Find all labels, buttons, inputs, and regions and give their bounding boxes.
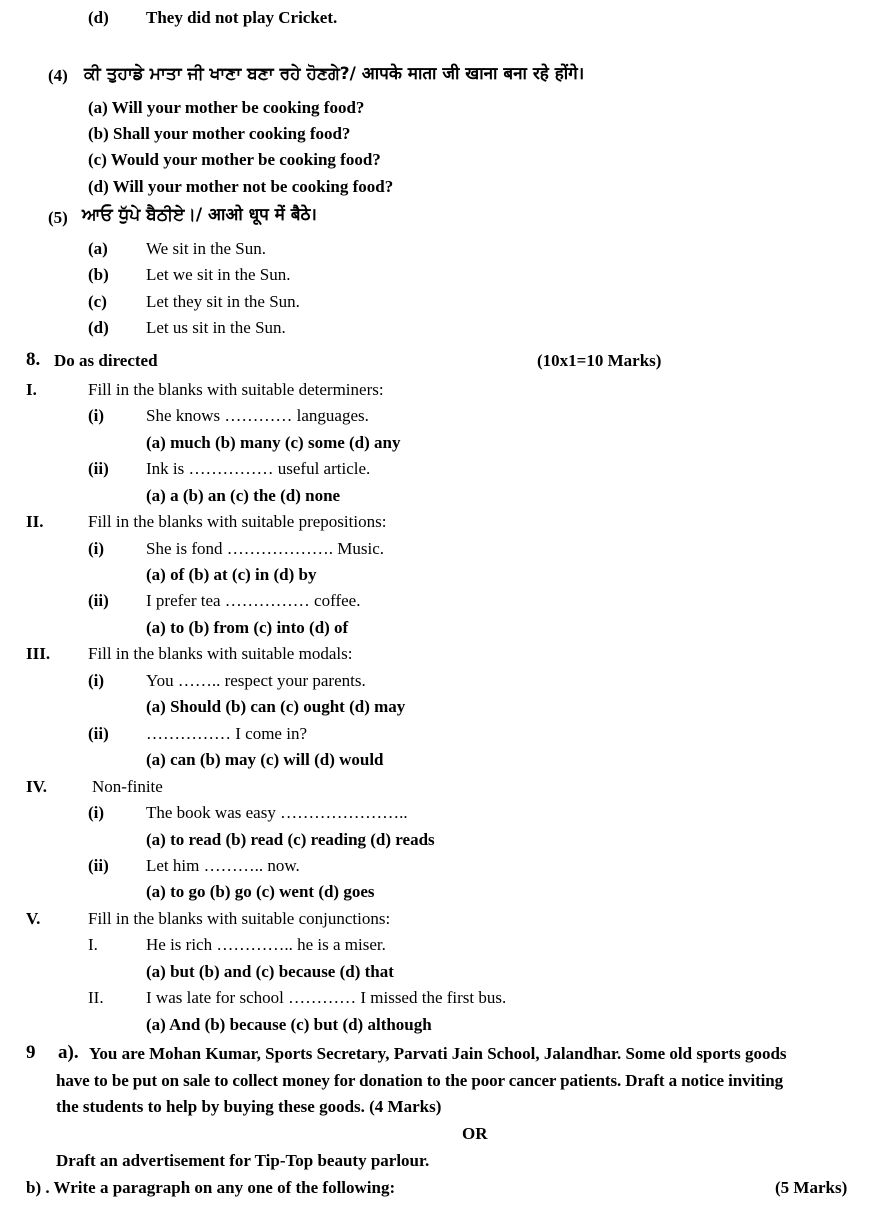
option-label: (c) [88, 292, 107, 311]
question-number: (5) [48, 208, 68, 227]
item-text: I was late for school ………… I missed the first bus. [146, 988, 507, 1007]
item-text: I prefer tea …………… coffee. [146, 591, 361, 610]
question-number: 8. [26, 349, 41, 370]
option-d: (d) Will your mother not be cooking food? [88, 177, 394, 196]
option-text: We sit in the Sun. [146, 239, 266, 258]
or-divider: OR [462, 1124, 488, 1143]
section-instruction: Non-finite [92, 777, 163, 796]
item-options: (a) to (b) from (c) into (d) of [146, 618, 349, 637]
question-text: ਕੀ ਤੁਹਾਡੇ ਮਾਤਾ ਜੀ ਖਾਣਾ ਬਣਾ ਰਹੇ ਹੋਣਗੇ?/ आपके माता जी खाना बना रहे होंगे। [84, 64, 585, 84]
item-label: (i) [88, 671, 105, 690]
item-label: II. [88, 988, 104, 1007]
question-number: (4) [48, 66, 68, 85]
section-instruction: Fill in the blanks with suitable modals: [88, 644, 353, 663]
section-numeral: II. [26, 512, 44, 531]
alternative-task: Draft an advertisement for Tip-Top beauty parlour. [56, 1151, 430, 1170]
item-label: (ii) [88, 856, 109, 875]
question-text: ਆਓ ਧੁੱਪੇ ਬੈਠੀਏ।/ आओ धूप में बैठे। [82, 205, 317, 225]
item-options: (a) to read (b) read (c) reading (d) reads [146, 830, 435, 849]
section-instruction: Fill in the blanks with suitable prepositions: [88, 512, 387, 531]
option-label: (b) [88, 265, 109, 284]
option-text: Let us sit in the Sun. [146, 318, 286, 337]
section-title: Do as directed [54, 351, 158, 370]
item-options: (a) to go (b) go (c) went (d) goes [146, 882, 375, 901]
item-text: The book was easy ………………….. [146, 803, 408, 822]
section-numeral: V. [26, 909, 41, 928]
option-text: Let we sit in the Sun. [146, 265, 291, 284]
option-c: (c) Would your mother be cooking food? [88, 150, 381, 169]
item-label: (i) [88, 406, 105, 425]
part-a-label: a). [58, 1042, 79, 1063]
item-label: (ii) [88, 459, 109, 478]
item-options: (a) but (b) and (c) because (d) that [146, 962, 394, 981]
part-a-line-3: the students to help by buying these goods. (4 Marks) [56, 1097, 442, 1116]
item-label: (i) [88, 803, 105, 822]
item-options: (a) Should (b) can (c) ought (d) may [146, 697, 406, 716]
option-b: (b) Shall your mother cooking food? [88, 124, 351, 143]
item-label: (i) [88, 539, 105, 558]
item-options: (a) And (b) because (c) but (d) although [146, 1015, 432, 1034]
item-options: (a) can (b) may (c) will (d) would [146, 750, 384, 769]
question-number: 9 [26, 1042, 36, 1063]
section-numeral: I. [26, 380, 37, 399]
option-text: Let they sit in the Sun. [146, 292, 300, 311]
item-text: She knows ………… languages. [146, 406, 369, 425]
item-text: You …….. respect your parents. [146, 671, 366, 690]
section-numeral: IV. [26, 777, 47, 796]
part-b-prompt: b) . Write a paragraph on any one of the following: [26, 1178, 396, 1197]
option-text: They did not play Cricket. [146, 8, 338, 27]
item-text: She is fond ………………. Music. [146, 539, 384, 558]
marks-label: (5 Marks) [775, 1178, 848, 1197]
marks-label: (10x1=10 Marks) [537, 351, 662, 370]
section-instruction: Fill in the blanks with suitable determiners: [88, 380, 384, 399]
item-text: Let him ……….. now. [146, 856, 300, 875]
option-label: (d) [88, 318, 109, 337]
item-options: (a) of (b) at (c) in (d) by [146, 565, 317, 584]
option-label: (d) [88, 8, 109, 27]
section-instruction: Fill in the blanks with suitable conjunctions: [88, 909, 391, 928]
item-label: I. [88, 935, 98, 954]
item-options: (a) a (b) an (c) the (d) none [146, 486, 341, 505]
item-text: …………… I come in? [146, 724, 307, 743]
item-label: (ii) [88, 724, 109, 743]
item-label: (ii) [88, 591, 109, 610]
part-a-line-2: have to be put on sale to collect money for donation to the poor cancer patients. Draft a notice inviting [56, 1071, 784, 1090]
item-options: (a) much (b) many (c) some (d) any [146, 433, 401, 452]
item-text: He is rich ………….. he is a miser. [146, 935, 386, 954]
section-numeral: III. [26, 644, 51, 663]
part-a-line-1: You are Mohan Kumar, Sports Secretary, Parvati Jain School, Jalandhar. Some old sports goods [89, 1044, 787, 1063]
option-a: (a) Will your mother be cooking food? [88, 98, 365, 117]
item-text: Ink is …………… useful article. [146, 459, 371, 478]
option-label: (a) [88, 239, 108, 258]
